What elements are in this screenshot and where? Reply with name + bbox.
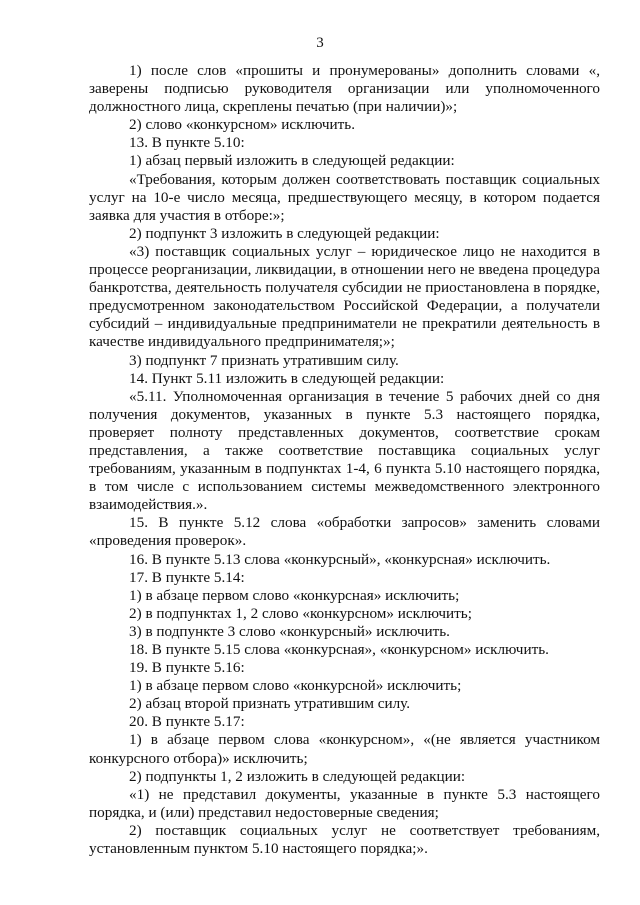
paragraph: «3) поставщик социальных услуг – юридическое лицо не находится в процессе реорганизации, ликвидации, в отношении него не введена процедура банкротства, деятельность получателя субсидии не приостановлена в порядке, предусмотренном законодательством Российской Федерации, а получатели субсидий – индивидуальные предприниматели не прекратили деятельность в качестве индивидуального предпринимателя;»; [89,242,600,351]
document-body [89,62,600,858]
paragraph: 1) после слов «прошиты и пронумерованы» дополнить словами «, заверены подписью руководителя организации или уполномоченного должностного лица, скреплены печатью (при наличии)»; [89,62,600,116]
paragraph: 3) подпункт 7 признать утратившим силу. [129,351,399,369]
paragraph: 2) подпункт 3 изложить в следующей редакции: [129,224,440,242]
paragraph: 1) в абзаце первом слово «конкурсной» исключить; [129,677,462,695]
paragraph: 2) абзац второй признать утратившим силу. [129,695,411,713]
paragraph: «1) не представил документы, указанные в пункте 5.3 настоящего порядка, и (или) представил недостоверные сведения; [89,785,600,821]
paragraph: 16. В пункте 5.13 слова «конкурсный», «конкурсная» исключить. [129,550,551,568]
paragraph: 19. В пункте 5.16: [129,659,245,677]
paragraph: 14. Пункт 5.11 изложить в следующей редакции: [129,369,445,387]
paragraph: 18. В пункте 5.15 слова «конкурсная», «конкурсном» исключить. [129,641,549,658]
paragraph: «5.11. Уполномоченная организация в течение 5 рабочих дней со дня получения документов, указанных в пункте 5.3 настоящего порядка, проверяет полноту представленных документов, соответствие срокам представления, а также соответствие поставщика социальных услуг требованиям, указанным в подпунктах 1-4, 6 пункта 5.10 настоящего порядка, в том числе с использованием системы межведомственного электронного взаимодействия.». [89,387,600,514]
page-number: 3 [316,35,324,51]
paragraph: 20. В пункте 5.17: [129,713,245,731]
paragraph: 3) в подпункте 3 слово «конкурсный» исключить. [129,622,450,640]
paragraph: 17. В пункте 5.14: [129,568,245,586]
paragraph: 2) слово «конкурсном» исключить. [129,116,355,134]
paragraph: 2) подпункты 1, 2 изложить в следующей редакции: [129,767,466,785]
paragraph: 15. В пункте 5.12 слова «обработки запросов» заменить словами «проведения проверок». [89,514,600,550]
paragraph: 13. В пункте 5.10: [129,134,245,152]
paragraph: 1) абзац первый изложить в следующей редакции: [129,152,455,170]
paragraph: 2) поставщик социальных услуг не соответствует требованиям, установленным пунктом 5.10 настоящего порядка;». [89,821,600,858]
paragraph: «Требования, которым должен соответствовать поставщик социальных услуг на 10-е число месяца, предшествующего месяцу, в котором подается заявка для участия в отборе:»; [89,170,600,224]
paragraph: 1) в абзаце первом слово «конкурсная» исключить; [129,586,460,604]
paragraph: 1) в абзаце первом слова «конкурсном», «(не является участником конкурсного отбора)» исключить; [89,731,600,767]
paragraph: 2) в подпунктах 1, 2 слово «конкурсном» исключить; [129,604,472,622]
